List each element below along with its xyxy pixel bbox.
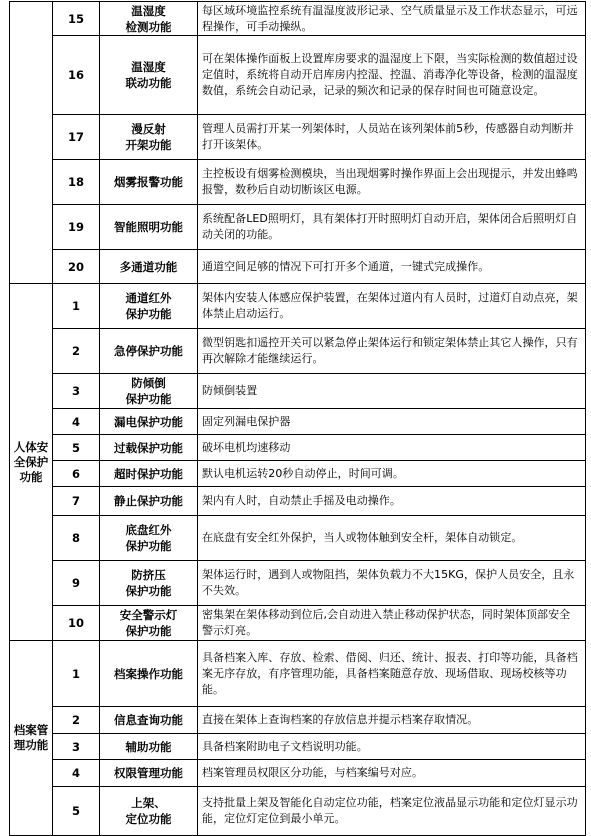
function-name <box>100 516 198 561</box>
function-name-line: 保护功能 <box>125 307 172 321</box>
function-name <box>100 36 198 115</box>
row-number: 5 <box>53 435 100 461</box>
table-row <box>10 461 586 487</box>
function-name-line: 信息查询功能 <box>114 713 183 727</box>
function-name <box>100 487 198 516</box>
function-name <box>100 329 198 374</box>
function-name-line: 温湿度 <box>131 3 166 18</box>
table-row <box>10 329 586 374</box>
function-name-line: 保护功能 <box>125 392 172 406</box>
function-description: 防倾倒装置 <box>198 374 586 409</box>
function-description: 架体运行时，遇到人或物阻挡，架体负载力不大15KG，保护人员安全，且永不失效。 <box>198 561 586 606</box>
feature-table <box>9 1 586 836</box>
function-name-line: 防挤压 <box>131 568 166 582</box>
function-name-line: 智能照明功能 <box>114 220 183 234</box>
function-description: 系统配备LED照明灯，具有架体打开时照明灯自动开启，架体闭合后照明灯自动关闭的功能。 <box>198 205 586 250</box>
function-description: 支持批量上架及智能化自动定位功能，档案定位液晶显示功能和定位灯显示功能，定位灯定位到最小单元。 <box>198 787 586 836</box>
function-description: 微型钥匙扣遥控开关可以紧急停止架体运行和锁定架体禁止其它人操作，只有再次解除才能继续运行。 <box>198 329 586 374</box>
feature-table-body <box>10 2 586 836</box>
table-row <box>10 160 586 205</box>
function-name-line: 通道红外 <box>125 291 172 305</box>
function-name <box>100 115 198 160</box>
table-row <box>10 734 586 760</box>
function-name <box>100 734 198 760</box>
row-number: 1 <box>53 641 100 707</box>
row-number: 2 <box>53 329 100 374</box>
table-row <box>10 787 586 836</box>
row-number: 15 <box>53 2 100 36</box>
table-row <box>10 435 586 461</box>
function-name-line: 检测功能 <box>125 19 172 34</box>
function-name-line: 急停保护功能 <box>114 344 183 358</box>
table-row <box>10 205 586 250</box>
function-name <box>100 435 198 461</box>
table-row <box>10 284 586 329</box>
function-name-line: 权限管理功能 <box>114 766 183 780</box>
category-cell: 档案管理功能 <box>10 641 53 836</box>
function-name-line: 温湿度 <box>131 60 166 74</box>
function-name <box>100 205 198 250</box>
row-number: 10 <box>53 606 100 641</box>
row-number: 19 <box>53 205 100 250</box>
function-description: 破坏电机均速移动 <box>198 435 586 461</box>
function-name <box>100 760 198 787</box>
row-number: 9 <box>53 561 100 606</box>
function-name <box>100 284 198 329</box>
row-number: 17 <box>53 115 100 160</box>
function-name <box>100 606 198 641</box>
table-row <box>10 36 586 115</box>
row-number: 2 <box>53 707 100 734</box>
function-name-line: 辅助功能 <box>125 739 172 754</box>
function-description: 在底盘有安全红外保护，当人或物体触到安全杆，架体自动锁定。 <box>198 516 586 561</box>
function-name <box>100 2 198 36</box>
function-name-line: 保护功能 <box>125 584 172 598</box>
function-name <box>100 160 198 205</box>
table-row <box>10 487 586 516</box>
function-description: 管理人员需打开某一列架体时，人员站在该列架体前5秒，传感器自动判断并打开该架体。 <box>198 115 586 160</box>
row-number: 5 <box>53 787 100 836</box>
function-description: 具备档案入库、存放、检索、借阅、归还、统计、报表、打印等功能，具备档案无序存放，有序管理功能，具备档案随意存放、现场借取、现场校核等功能。 <box>198 641 586 707</box>
row-number: 6 <box>53 461 100 487</box>
table-row <box>10 2 586 36</box>
function-name-line: 档案操作功能 <box>114 666 183 681</box>
function-name-line: 漏电保护功能 <box>114 414 183 429</box>
table-row <box>10 606 586 641</box>
row-number: 4 <box>53 760 100 787</box>
function-description: 固定列漏电保护器 <box>198 409 586 435</box>
row-number: 3 <box>53 734 100 760</box>
row-number: 4 <box>53 409 100 435</box>
function-name-line: 开架功能 <box>125 138 172 152</box>
row-number: 8 <box>53 516 100 561</box>
function-description: 主控板设有烟雾检测模块，当出现烟雾时操作界面上会出现提示，并发出蜂鸣报警，数秒后自动切断该区电源。 <box>198 160 586 205</box>
function-name-line: 静止保护功能 <box>114 494 183 508</box>
function-name <box>100 641 198 707</box>
table-row <box>10 115 586 160</box>
table-row <box>10 516 586 561</box>
function-name-line: 安全警示灯 <box>119 608 178 622</box>
row-number: 7 <box>53 487 100 516</box>
function-name-line: 定位功能 <box>125 812 172 826</box>
row-number: 20 <box>53 250 100 284</box>
function-name <box>100 707 198 734</box>
function-name-line: 过载保护功能 <box>114 440 183 455</box>
table-row <box>10 760 586 787</box>
function-description: 密集架在架体移动到位后,会自动进入禁止移动保护状态，同时架体顶部安全警示灯亮。 <box>198 606 586 641</box>
function-description: 直接在架体上查询档案的存放信息并提示档案存取情况。 <box>198 707 586 734</box>
category-cell <box>10 2 53 284</box>
table-row <box>10 409 586 435</box>
function-description: 架体内安装人体感应保护装置，在架体过道内有人员时，过道灯自动点亮，架体禁止启动运行。 <box>198 284 586 329</box>
category-cell: 人体安全保护功能 <box>10 284 53 641</box>
function-name-line: 防倾倒 <box>131 376 166 390</box>
function-name-line: 上架、 <box>131 796 166 810</box>
function-name-line: 多通道功能 <box>119 259 178 274</box>
function-name <box>100 787 198 836</box>
function-name <box>100 409 198 435</box>
function-name <box>100 250 198 284</box>
table-row <box>10 374 586 409</box>
table-row <box>10 641 586 707</box>
function-description: 架内有人时，自动禁止手摇及电动操作。 <box>198 487 586 516</box>
function-name <box>100 374 198 409</box>
function-name-line: 超时保护功能 <box>114 466 183 481</box>
function-description: 默认电机运转20秒自动停止，时间可调。 <box>198 461 586 487</box>
function-description: 具备档案附助电子文档说明功能。 <box>198 734 586 760</box>
function-name-line: 保护功能 <box>125 624 172 638</box>
row-number: 16 <box>53 36 100 115</box>
function-description: 档案管理员权限区分功能，与档案编号对应。 <box>198 760 586 787</box>
function-description: 通道空间足够的情况下可打开多个通道，一键式完成操作。 <box>198 250 586 284</box>
function-name <box>100 461 198 487</box>
row-number: 3 <box>53 374 100 409</box>
table-row <box>10 561 586 606</box>
table-row <box>10 250 586 284</box>
function-name-line: 联动功能 <box>125 76 172 90</box>
row-number: 18 <box>53 160 100 205</box>
function-name-line: 漫反射 <box>131 122 166 136</box>
function-name <box>100 561 198 606</box>
function-description: 可在架体操作面板上设置库房要求的温湿度上下限，当实际检测的数值超过设定值时，系统将自动开启库房内控湿、控温、消毒净化等设备，检测的温湿度数值，系统会自动记录，记录的频次和记录的保存时间也可随意设定。 <box>198 36 586 115</box>
function-name-line: 底盘红外 <box>125 523 172 537</box>
row-number: 1 <box>53 284 100 329</box>
table-row <box>10 707 586 734</box>
function-description: 每区域环境监控系统有温湿度波形记录、空气质量显示及工作状态显示，可远程操作，可手动操纵。 <box>198 2 586 36</box>
function-name-line: 保护功能 <box>125 539 172 553</box>
function-name-line: 烟雾报警功能 <box>114 175 183 189</box>
